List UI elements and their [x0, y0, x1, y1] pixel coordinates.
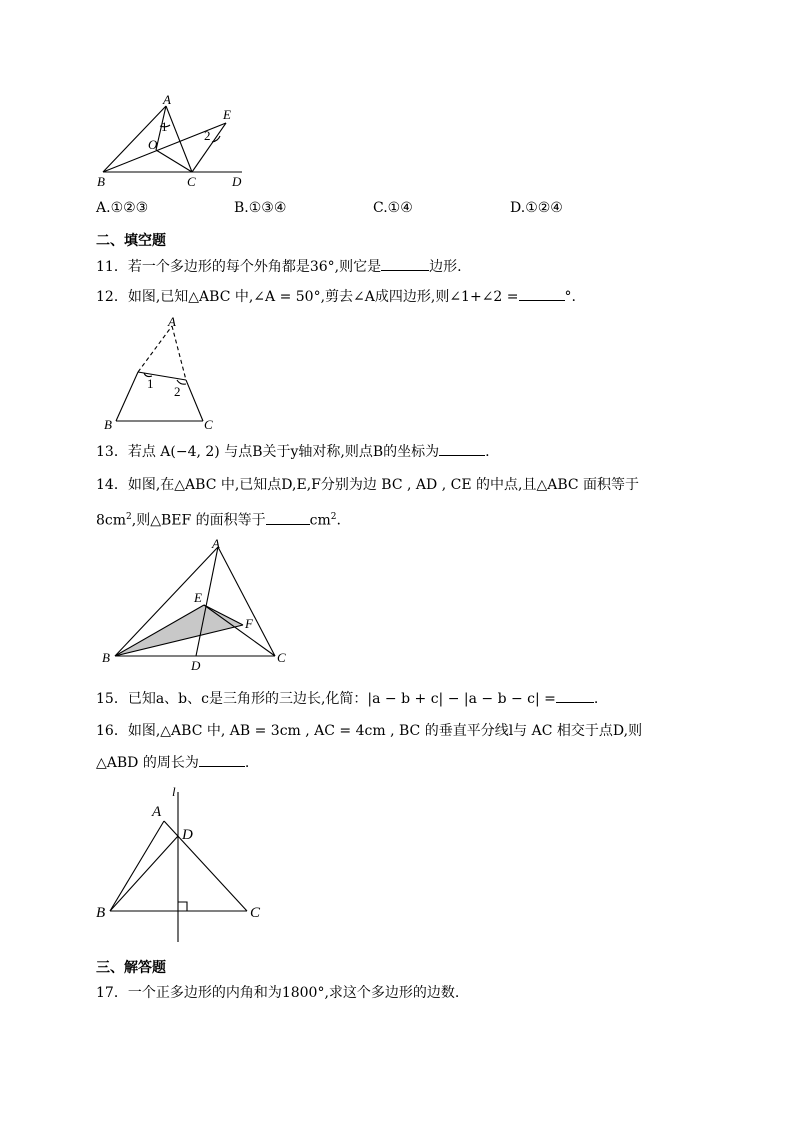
question-17: 17．一个正多边形的内角和为1800°,求这个多边形的边数. [96, 985, 460, 1001]
figure-angles-bcd [94, 92, 254, 192]
label-C: C [204, 417, 213, 432]
label-C: C [187, 174, 196, 189]
label-E: E [194, 590, 202, 605]
option-d: D.①②④ [510, 200, 563, 216]
label-B: B [97, 174, 105, 189]
figure-cut-triangle [100, 316, 220, 432]
label-A: A [152, 804, 162, 820]
label-B: B [104, 417, 112, 432]
question-14-line1: 14．如图,在△ABC 中,已知点D,E,F分别为边 BC , AD , CE 的中点,且△ABC 面积等于 [96, 477, 640, 493]
label-B: B [102, 650, 110, 665]
label-D: D [191, 658, 201, 673]
answer-blank[interactable] [381, 256, 429, 271]
answer-blank[interactable] [556, 688, 594, 703]
answer-blank[interactable] [199, 752, 245, 767]
question-12: 12．如图,已知△ABC 中,∠A = 50°,剪去∠A成四边形,则∠1+∠2 = °. [96, 286, 576, 307]
label-O: O [148, 137, 158, 152]
question-16-line1: 16．如图,△ABC 中, AB = 3cm , AC = 4cm , BC 的垂直平分线l与 AC 相交于点D,则 [96, 723, 643, 739]
question-11: 11．若一个多边形的每个外角都是36°,则它是 边形. [96, 256, 462, 277]
option-b: B.①③④ [234, 200, 287, 216]
question-16-line2: △ABD 的周长为 . [96, 752, 249, 773]
question-14-line2: $8cm^2$,则△BEF 的面积等于 $cm^2$. [96, 507, 341, 531]
label-1: 1 [147, 376, 154, 391]
label-C: C [250, 905, 261, 921]
label-2: 2 [174, 384, 181, 399]
label-2: 2 [204, 128, 211, 143]
option-c: C.①④ [373, 200, 413, 216]
answer-blank[interactable] [519, 286, 565, 301]
option-a: A.①②③ [96, 200, 149, 216]
section-answer-title: 三、解答题 [96, 960, 166, 976]
label-A: A [212, 536, 220, 551]
label-l: l [172, 784, 176, 799]
figure-perpendicular-bisector [94, 784, 274, 946]
answer-blank[interactable] [266, 510, 310, 525]
label-B: B [96, 905, 106, 921]
label-A: A [163, 92, 171, 107]
section-fill-in-title: 二、填空题 [96, 233, 166, 249]
label-F: F [245, 616, 253, 631]
label-D: D [182, 827, 193, 843]
label-C: C [277, 650, 286, 665]
label-1: 1 [161, 119, 168, 134]
label-A: A [168, 314, 176, 329]
label-E: E [223, 107, 231, 122]
figure-triangle-midpoints [100, 536, 300, 676]
question-13: 13．若点 A(−4, 2) 与点B关于y轴对称,则点B的坐标为 . [96, 441, 490, 462]
label-D: D [232, 174, 242, 189]
answer-blank[interactable] [439, 441, 485, 456]
question-15: 15．已知a、b、c是三角形的三边长,化简：|a − b + c| − |a − b − c| = . [96, 688, 598, 709]
